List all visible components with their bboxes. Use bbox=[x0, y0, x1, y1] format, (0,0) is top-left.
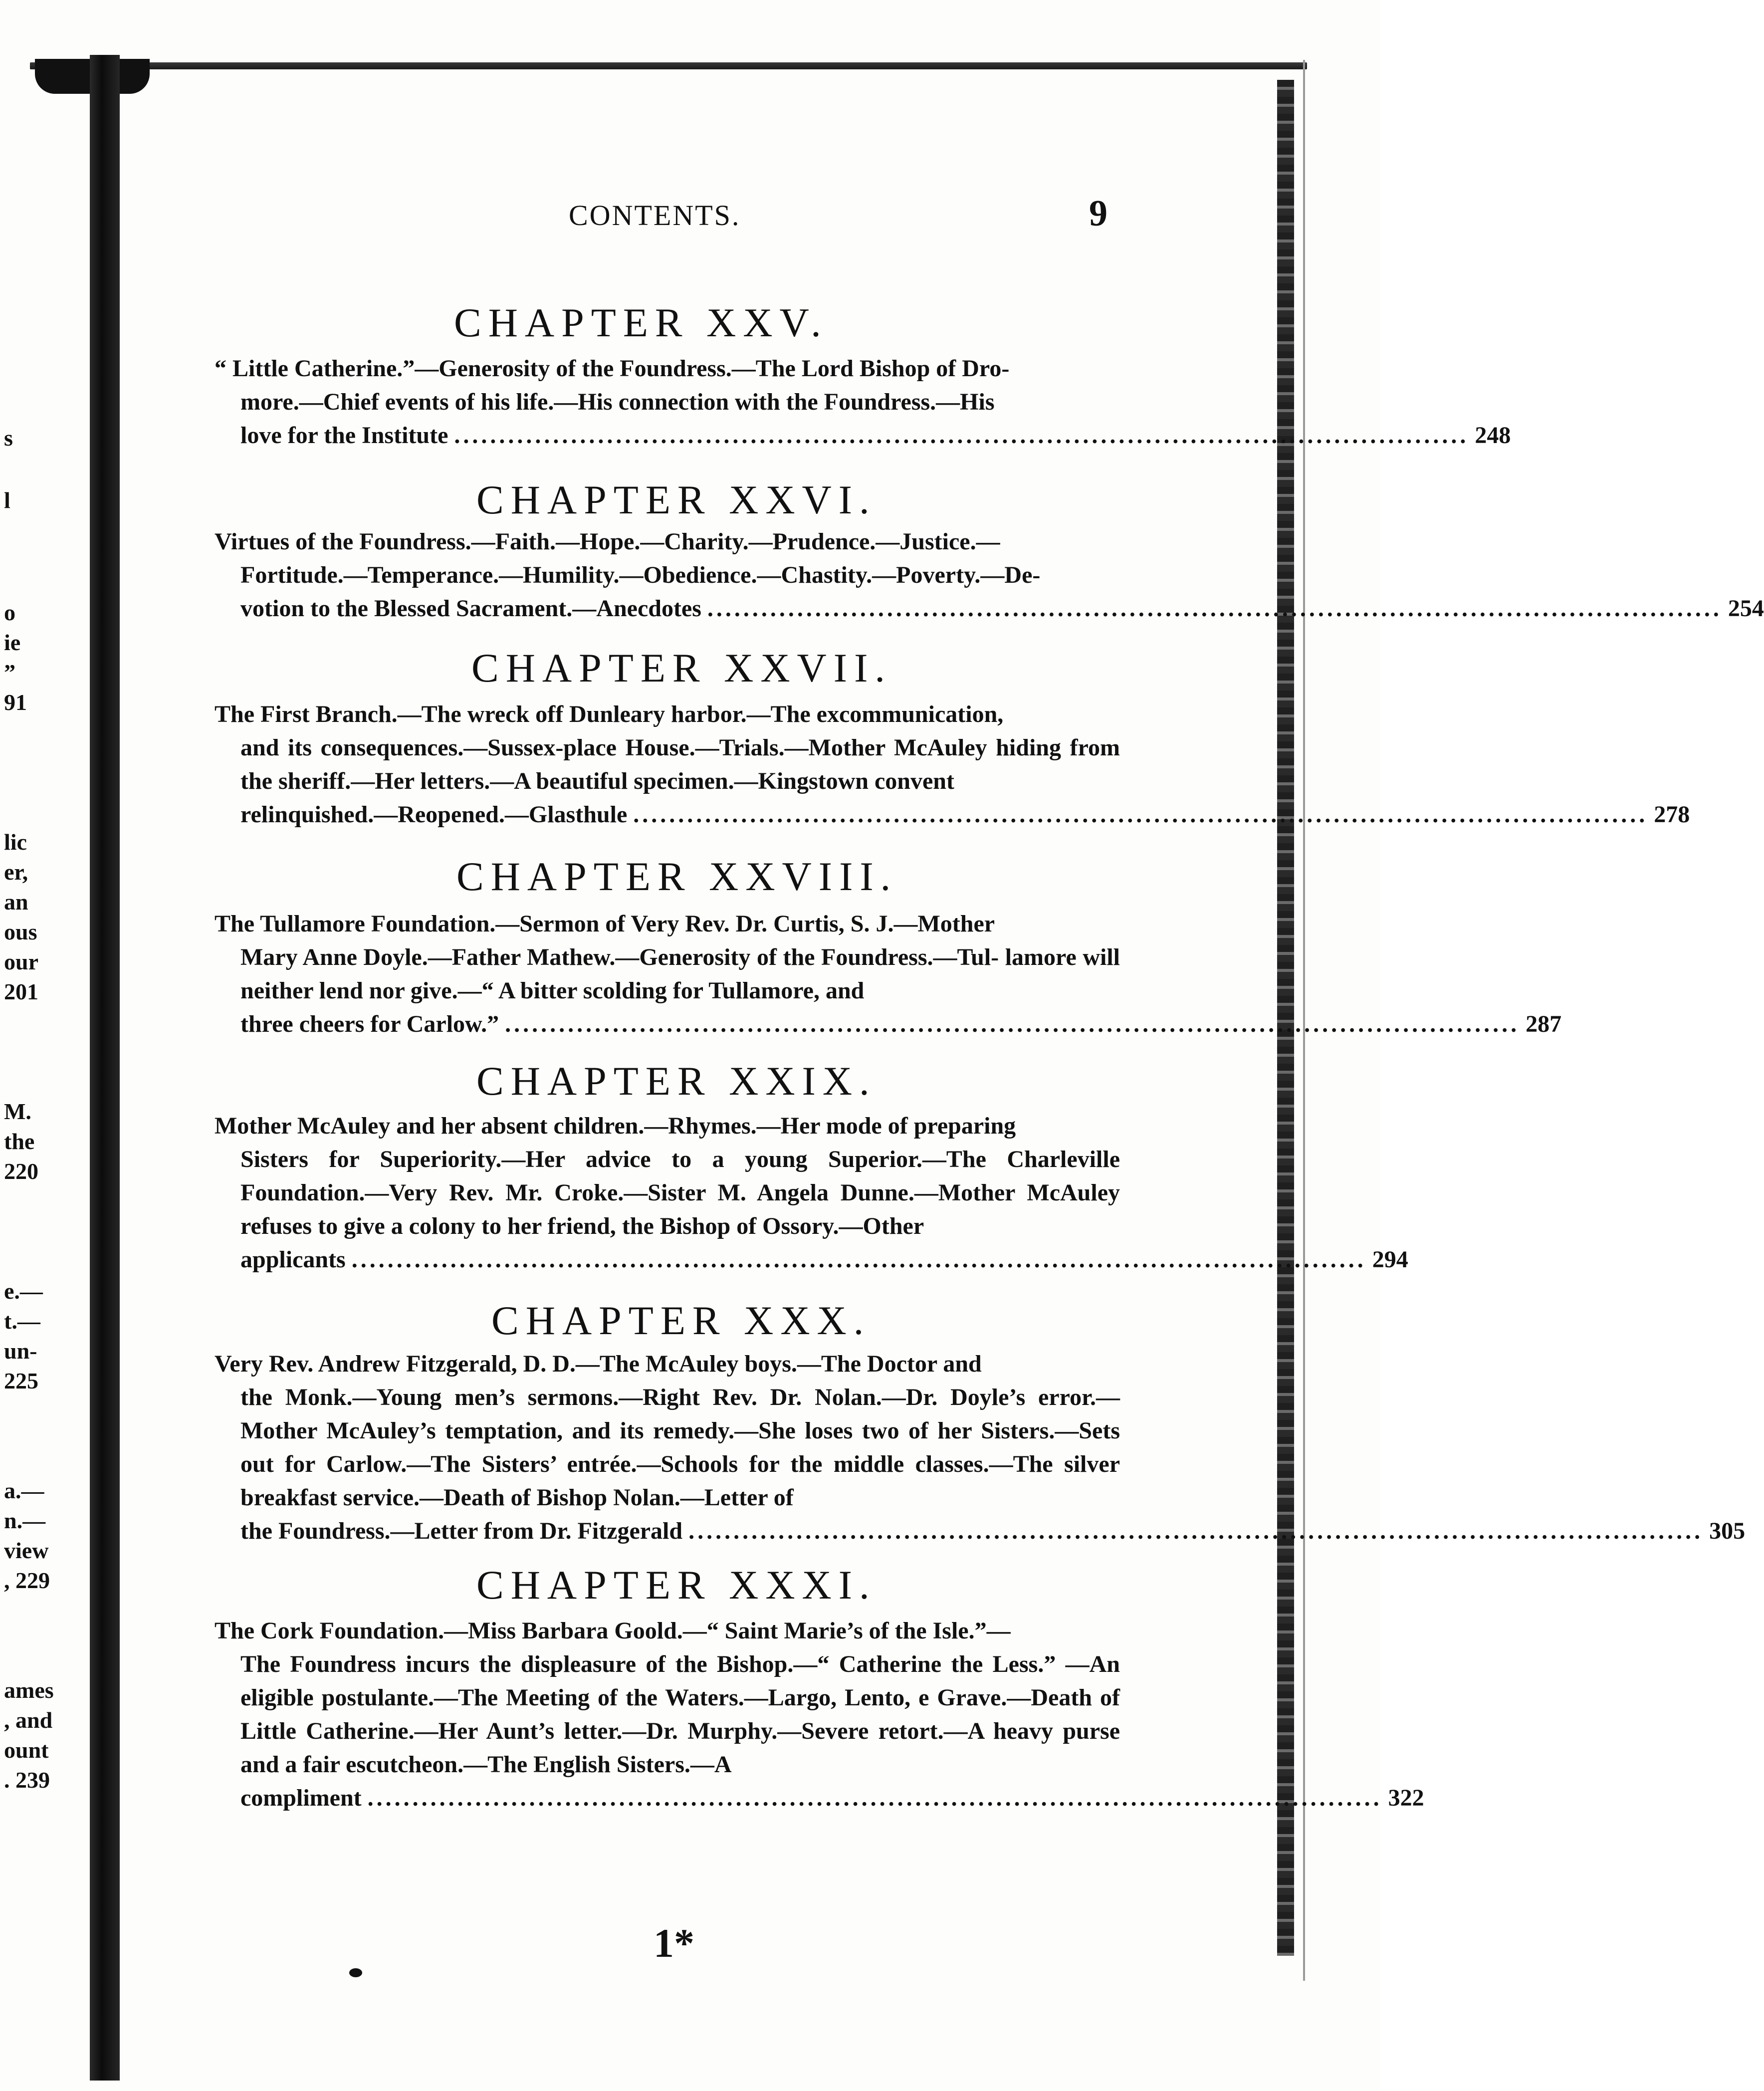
chapter-title: CHAPTER XXVI. bbox=[476, 477, 877, 522]
dot-leader: ................................................................................................................. bbox=[505, 1011, 1520, 1037]
entry-page-number: 294 bbox=[1372, 1246, 1408, 1273]
entry-line-first: Mother McAuley and her absent children.—Rhymes.—Her mode of preparing bbox=[215, 1113, 1016, 1139]
dot-leader: ................................................................................................................. bbox=[351, 1246, 1366, 1273]
margin-fragment: ” bbox=[4, 660, 15, 685]
entry-page-number: 287 bbox=[1526, 1011, 1562, 1037]
dot-leader: ................................................................................................................. bbox=[367, 1785, 1382, 1811]
entry-leader-line bbox=[215, 1514, 1746, 1548]
margin-fragment: o bbox=[4, 600, 15, 625]
chapter-title: CHAPTER XXXI. bbox=[476, 1562, 877, 1608]
margin-fragment: n.— bbox=[4, 1508, 46, 1533]
margin-fragment: 91 bbox=[4, 690, 27, 715]
entry-line-last: three cheers for Carlow.” bbox=[240, 1011, 499, 1037]
dot-leader: ................................................................................................................. bbox=[633, 801, 1648, 828]
entry-leader-line bbox=[215, 1243, 1408, 1276]
entry-line-last: love for the Institute bbox=[240, 422, 448, 449]
margin-fragment: a.— bbox=[4, 1478, 44, 1503]
chapter-title: CHAPTER XXIX. bbox=[476, 1058, 877, 1104]
entry-line-last: relinquished.—Reopened.—Glasthule bbox=[240, 801, 628, 828]
chapter-entry bbox=[215, 1347, 1746, 1548]
entry-line-last: applicants bbox=[240, 1246, 346, 1273]
entry-lines: more.—Chief events of his life.—His connection with the Foundress.—His bbox=[240, 389, 995, 415]
margin-fragment: our bbox=[4, 949, 38, 974]
margin-fragment: er, bbox=[4, 859, 28, 885]
margin-fragment: l bbox=[4, 487, 10, 513]
chapter-entry bbox=[215, 525, 1764, 625]
chapter-entry bbox=[215, 352, 1511, 452]
margin-fragment: ount bbox=[4, 1737, 49, 1763]
margin-fragment: M. bbox=[4, 1099, 31, 1124]
chapter-title: CHAPTER XXVIII. bbox=[456, 854, 898, 899]
page-number: 9 bbox=[1089, 193, 1107, 234]
entry-line-first: Very Rev. Andrew Fitzgerald, D. D.—The McAuley boys.—The Doctor and bbox=[215, 1351, 982, 1377]
margin-fragment: 220 bbox=[4, 1159, 38, 1184]
entry-lines: and its consequences.—Sussex-place House.—Trials.—Mother McAuley hiding from the sheriff.—Her letters.—A beautiful specimen.—Kingstown convent bbox=[240, 734, 1120, 794]
margin-fragment: ie bbox=[4, 630, 21, 655]
margin-fragment: the bbox=[4, 1129, 35, 1154]
dot-leader: ................................................................................................................. bbox=[454, 422, 1469, 449]
margin-fragment: e.— bbox=[4, 1278, 43, 1304]
signature-mark: 1* bbox=[654, 1920, 694, 1966]
entry-lines: Fortitude.—Temperance.—Humility.—Obedience.—Chastity.—Poverty.—De- bbox=[240, 562, 1041, 588]
entry-lines: Mary Anne Doyle.—Father Mathew.—Generosity of the Foundress.—Tul- lamore will neither lend nor give.—“ A bitter scolding for Tullamore, and bbox=[240, 944, 1120, 1004]
margin-fragment: 201 bbox=[4, 979, 38, 1004]
margin-fragment: , 229 bbox=[4, 1568, 50, 1593]
dot-leader: ................................................................................................................. bbox=[688, 1518, 1704, 1544]
previous-page-margin bbox=[4, 0, 89, 2091]
entry-lines: Sisters for Superiority.—Her advice to a young Superior.—The Charleville Foundation.—Very Rev. Mr. Croke.—Sister M. Angela Dunne.—Mother McAuley refuses to give a colony to her friend, the Bishop of Ossory.—Other bbox=[240, 1146, 1120, 1239]
margin-fragment: , and bbox=[4, 1707, 53, 1733]
chapter-title: CHAPTER XXX. bbox=[491, 1298, 871, 1343]
entry-page-number: 278 bbox=[1654, 801, 1690, 828]
margin-fragment: ous bbox=[4, 919, 37, 944]
entry-line-first: The Cork Foundation.—Miss Barbara Goold.—“ Saint Marie’s of the Isle.”— bbox=[215, 1618, 1011, 1644]
margin-fragment: 225 bbox=[4, 1368, 38, 1394]
margin-fragment: un- bbox=[4, 1338, 37, 1364]
margin-fragment: s bbox=[4, 425, 13, 451]
entry-page-number: 248 bbox=[1475, 422, 1511, 449]
chapter-title: CHAPTER XXVII. bbox=[471, 645, 892, 691]
entry-leader-line bbox=[215, 419, 1511, 452]
chapter-entry bbox=[215, 697, 1690, 831]
margin-fragment: . 239 bbox=[4, 1767, 50, 1793]
entry-line-last: the Foundress.—Letter from Dr. Fitzgerald bbox=[240, 1518, 683, 1544]
entry-leader-line bbox=[215, 798, 1690, 831]
chapter-entry bbox=[215, 1614, 1424, 1815]
margin-fragment: view bbox=[4, 1538, 49, 1563]
entry-leader-line bbox=[215, 1781, 1424, 1815]
entry-page-number: 305 bbox=[1709, 1518, 1746, 1544]
margin-fragment: lic bbox=[4, 829, 27, 855]
chapter-title: CHAPTER XXV. bbox=[454, 300, 828, 345]
top-rule bbox=[30, 62, 1307, 69]
entry-line-first: The First Branch.—The wreck off Dunleary harbor.—The excommunication, bbox=[215, 701, 1004, 727]
entry-line-first: The Tullamore Foundation.—Sermon of Very Rev. Dr. Curtis, S. J.—Mother bbox=[215, 911, 995, 937]
entry-line-last: votion to the Blessed Sacrament.—Anecdotes bbox=[240, 595, 701, 622]
entry-leader-line bbox=[215, 1007, 1562, 1041]
binding-spine bbox=[90, 55, 120, 2081]
margin-fragment: an bbox=[4, 889, 28, 915]
entry-line-first: “ Little Catherine.”—Generosity of the Foundress.—The Lord Bishop of Dro- bbox=[215, 355, 1010, 382]
entry-lines: The Foundress incurs the displeasure of the Bishop.—“ Catherine the Less.” —An eligible postulante.—The Meeting of the Waters.—Largo, Lento, e Grave.—Death of Little Catherine.—Her Aunt’s letter.—Dr. Murphy.—Severe retort.—A heavy purse and a fair escutcheon.—The English Sisters.—A bbox=[240, 1651, 1120, 1778]
dot-leader: ................................................................................................................. bbox=[707, 595, 1722, 622]
chapter-entry bbox=[215, 1109, 1408, 1276]
entry-leader-line bbox=[215, 592, 1764, 625]
entry-line-first: Virtues of the Foundress.—Faith.—Hope.—Charity.—Prudence.—Justice.— bbox=[215, 528, 1000, 555]
entry-page-number: 322 bbox=[1388, 1785, 1424, 1811]
entry-page-number: 254 bbox=[1728, 595, 1764, 622]
ink-spot bbox=[349, 1968, 362, 1977]
margin-fragment: ames bbox=[4, 1677, 54, 1703]
entry-line-last: compliment bbox=[240, 1785, 362, 1811]
chapter-entry bbox=[215, 907, 1562, 1041]
margin-fragment: t.— bbox=[4, 1308, 40, 1334]
running-head: CONTENTS. bbox=[569, 199, 741, 232]
entry-lines: the Monk.—Young men’s sermons.—Right Rev. Dr. Nolan.—Dr. Doyle’s error.—Mother McAuley’s temptation, and its remedy.—She loses two of her Sisters.—Sets out for Carlow.—The Sisters’ entrée.—Schools for the middle classes.—The silver breakfast service.—Death of Bishop Nolan.—Letter of bbox=[240, 1384, 1120, 1511]
